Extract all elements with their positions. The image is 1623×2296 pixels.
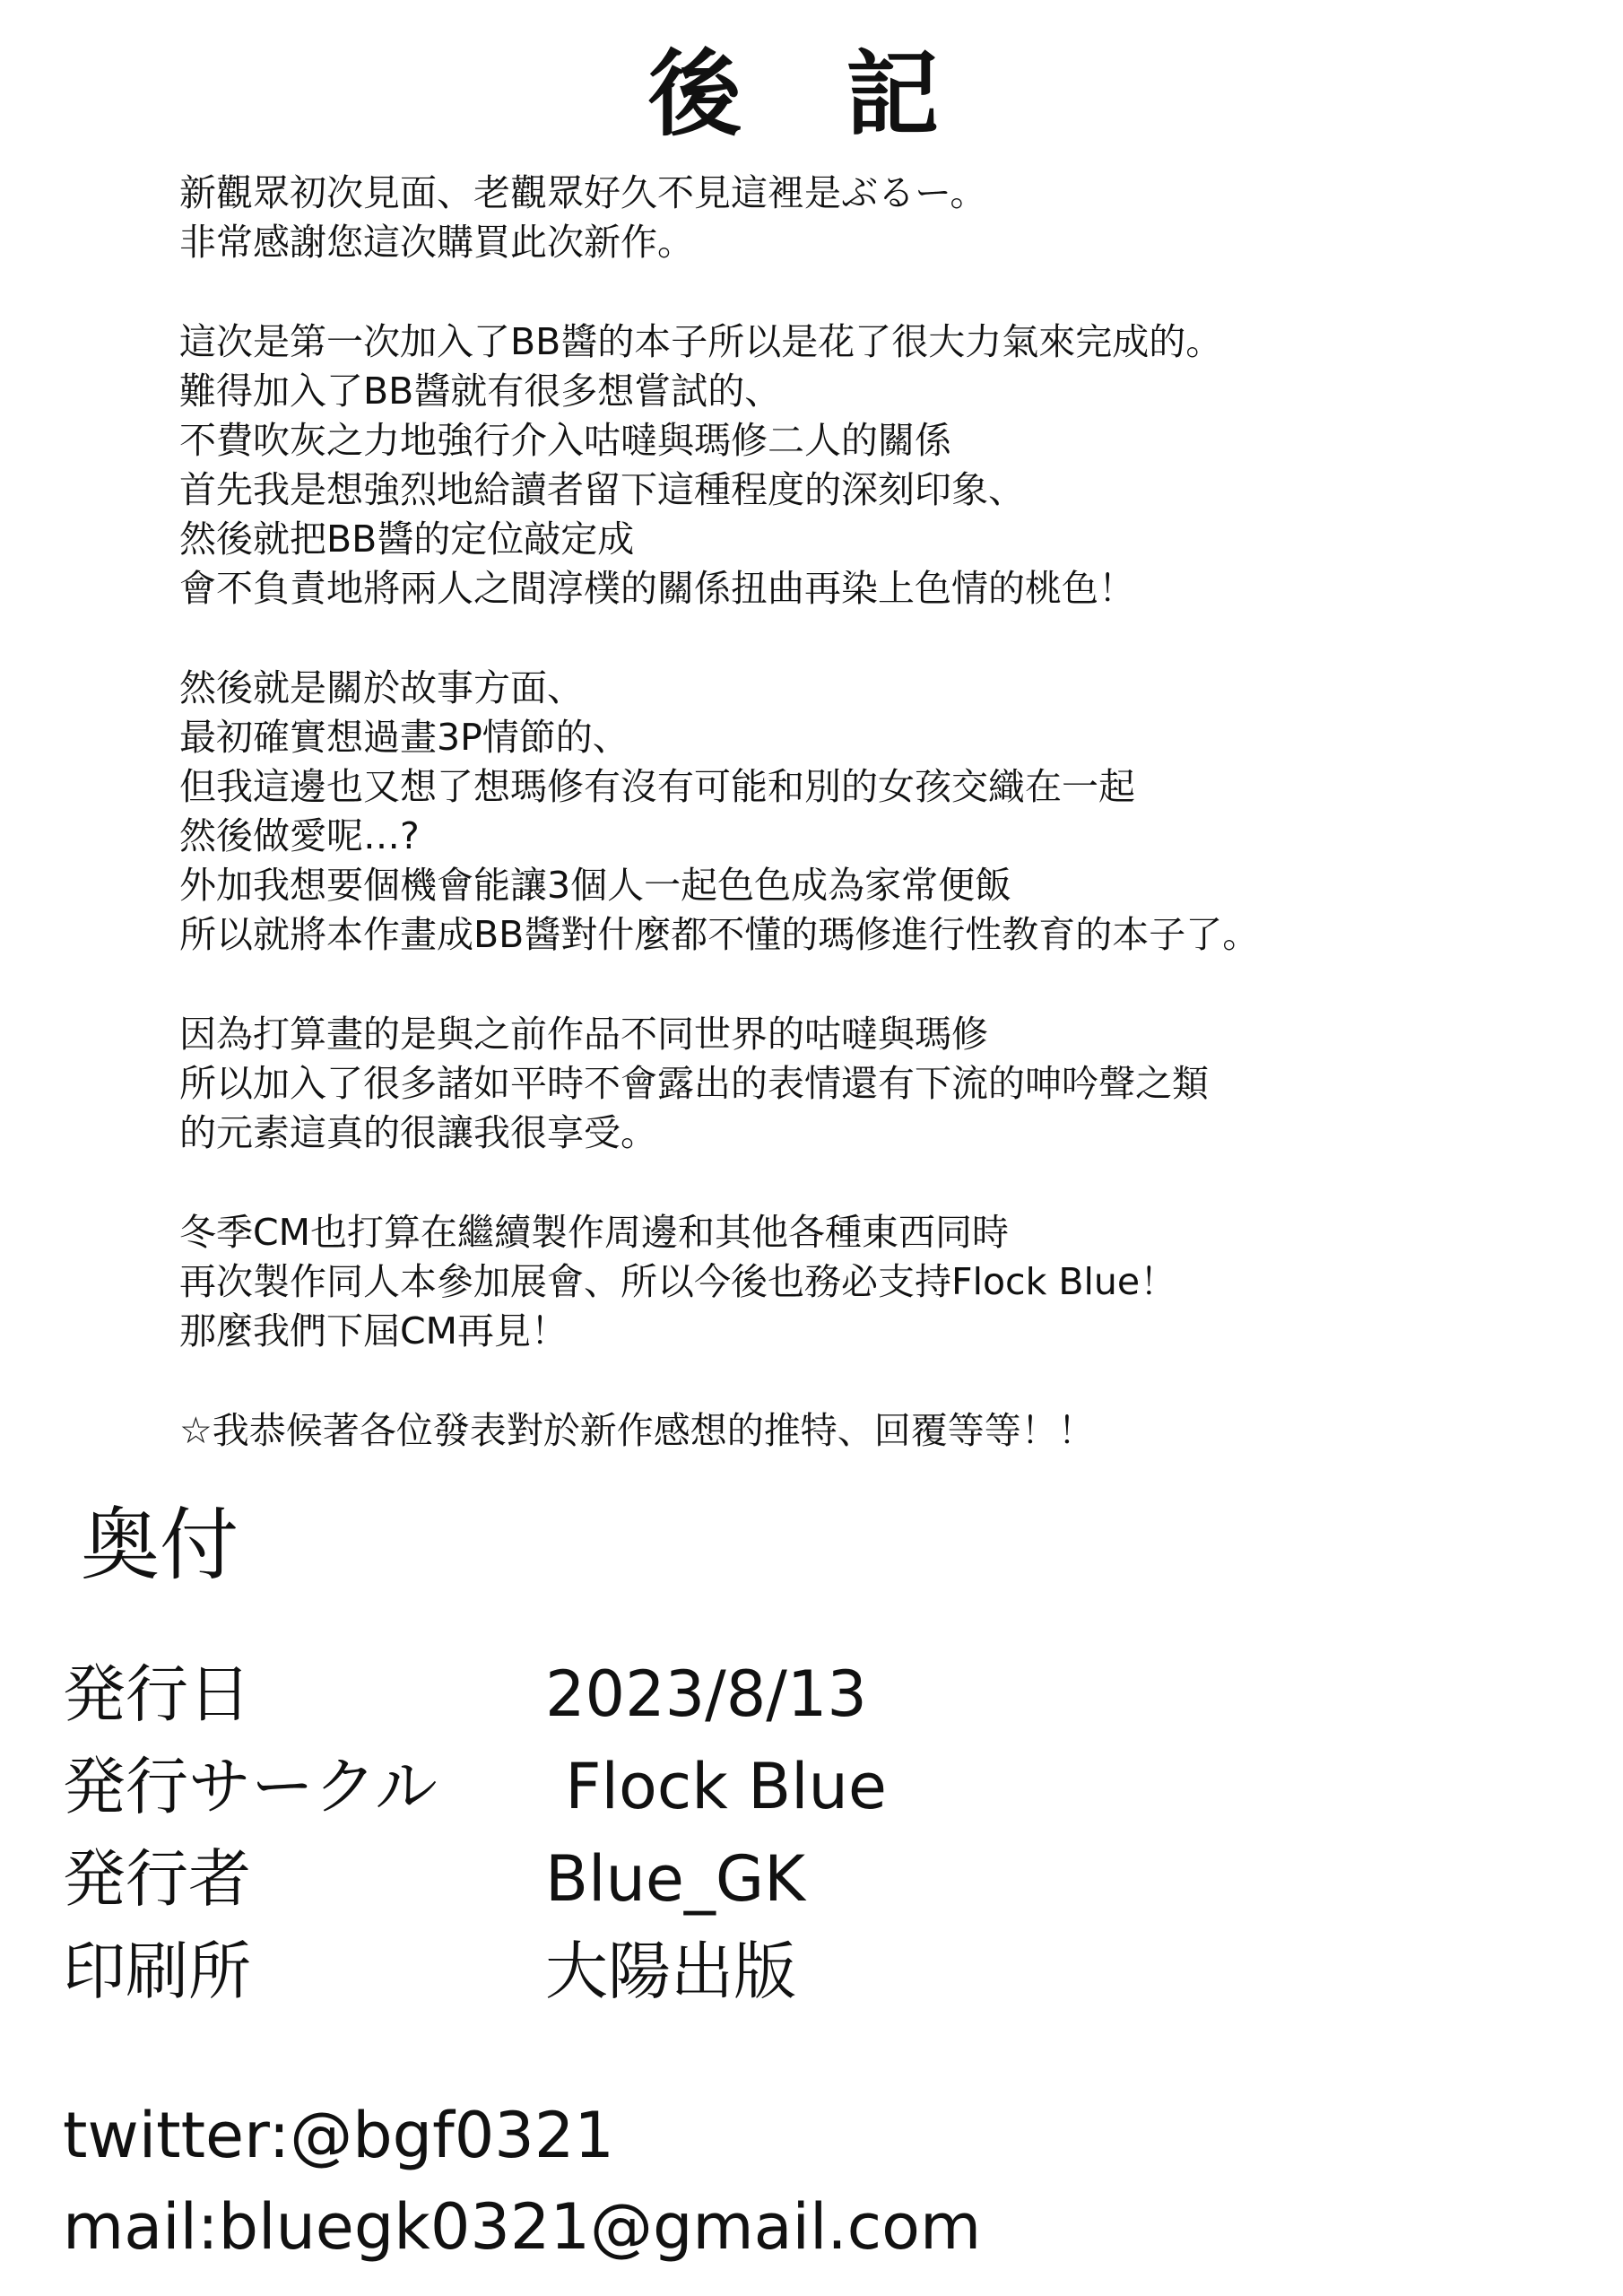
text-line: 的元素這真的很讓我很享受。 bbox=[179, 1111, 657, 1154]
text-line: 會不負責地將兩人之間淳樸的關係扭曲再染上色情的桃色！ bbox=[179, 567, 1135, 610]
afterword-paragraph bbox=[179, 317, 1453, 613]
text-line: 所以就將本作畫成BB醬對什麼都不懂的瑪修進行性教育的本子了。 bbox=[179, 913, 1260, 956]
afterword-paragraph bbox=[179, 169, 1453, 267]
text-line: 難得加入了BB醬就有很多想嘗試的、 bbox=[179, 370, 782, 413]
colophon-label: 印刷所 bbox=[63, 1935, 251, 2008]
afterword-paragraph bbox=[179, 1208, 1453, 1356]
text-line: 再次製作同人本參加展會、所以今後也務必支持Flock Blue！ bbox=[179, 1260, 1177, 1303]
colophon-heading: 奥付 bbox=[81, 1499, 239, 1591]
text-line: 然後就是關於故事方面、 bbox=[179, 666, 584, 709]
colophon-label: 発行サークル bbox=[63, 1750, 438, 1823]
colophon-label: 発行者 bbox=[63, 1842, 251, 1916]
contact-info bbox=[63, 2090, 981, 2273]
text-line: 新觀眾初次見面、老觀眾好久不見這裡是ぶるー。 bbox=[179, 171, 987, 214]
text-line: 然後做愛呢…? bbox=[179, 814, 420, 857]
text-line: 但我這邊也又想了想瑪修有沒有可能和別的女孩交織在一起 bbox=[179, 765, 1135, 808]
colophon-row-printer bbox=[63, 1926, 1587, 2018]
colophon-value: 2023/8/13 bbox=[545, 1657, 867, 1731]
text-line: 冬季CM也打算在繼續製作周邊和其他各種東西同時 bbox=[179, 1211, 1010, 1254]
text-line: 不費吹灰之力地強行介入咕噠與瑪修二人的關係 bbox=[179, 419, 951, 462]
colophon bbox=[63, 1496, 1587, 2018]
text-line: 首先我是想強烈地給讀者留下這種程度的深刻印象、 bbox=[179, 468, 1025, 511]
text-line: 然後就把BB醬的定位敲定成 bbox=[179, 517, 635, 561]
colophon-row-publisher bbox=[63, 1833, 1587, 1926]
afterword-paragraph bbox=[179, 1010, 1453, 1158]
text-line: 那麼我們下屆CM再見！ bbox=[179, 1309, 568, 1352]
twitter-handle: twitter:@bgf0321 bbox=[63, 2099, 614, 2172]
colophon-value: Flock Blue bbox=[545, 1750, 887, 1823]
colophon-value: 大陽出版 bbox=[545, 1935, 796, 2008]
email-address: mail:bluegk0321@gmail.com bbox=[63, 2190, 982, 2264]
text-line: 非常感謝您這次購買此次新作。 bbox=[179, 221, 694, 264]
afterword-paragraph bbox=[179, 664, 1453, 960]
text-line: 最初確實想過畫3P情節的、 bbox=[179, 716, 629, 759]
text-line: 這次是第一次加入了BB醬的本子所以是花了很大力氣來完成的。 bbox=[179, 320, 1223, 363]
text-line: ☆我恭候著各位發表對於新作感想的推特、回覆等等！！ bbox=[179, 1409, 1095, 1452]
afterword-body bbox=[179, 169, 1453, 1506]
text-line: 所以加入了很多諸如平時不會露出的表情還有下流的呻吟聲之類 bbox=[179, 1062, 1209, 1105]
text-line: 因為打算畫的是與之前作品不同世界的咕噠與瑪修 bbox=[179, 1013, 988, 1056]
afterword-title: 後 記 bbox=[647, 39, 976, 149]
colophon-row-circle bbox=[63, 1741, 1587, 1833]
colophon-row-publish-date bbox=[63, 1648, 1587, 1741]
colophon-value: Blue_GK bbox=[545, 1842, 806, 1916]
text-line: 外加我想要個機會能讓3個人一起色色成為家常便飯 bbox=[179, 864, 1012, 907]
afterword-paragraph bbox=[179, 1406, 1453, 1456]
colophon-label: 発行日 bbox=[63, 1657, 251, 1731]
